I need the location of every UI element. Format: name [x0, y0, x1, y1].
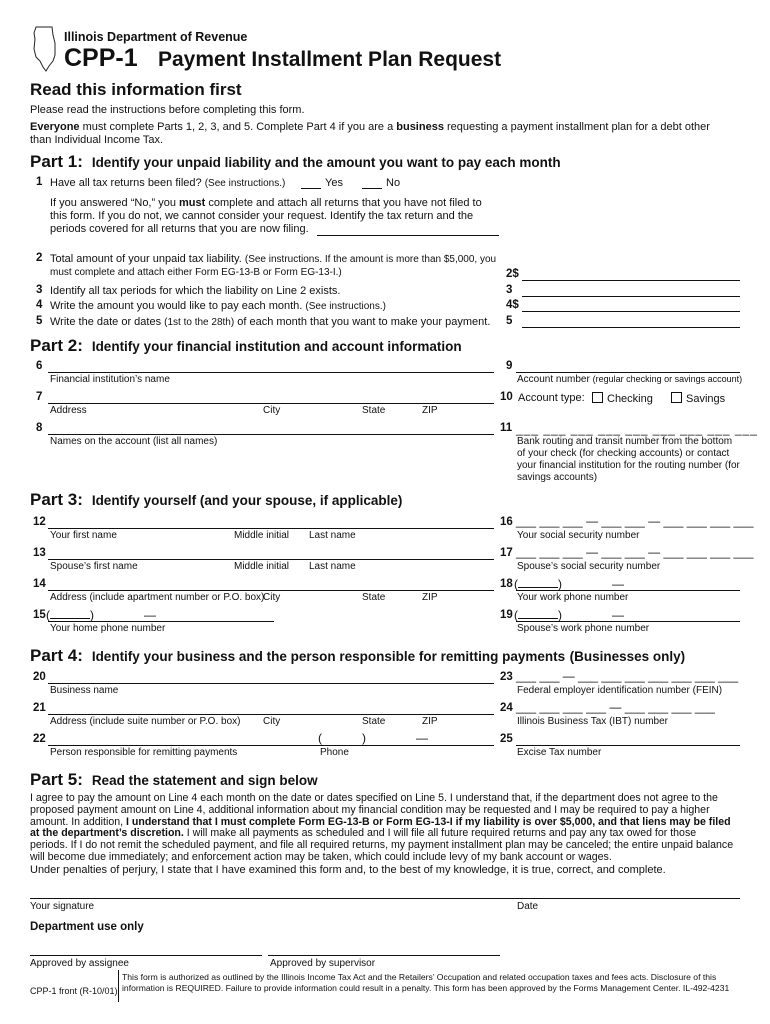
- line-2-number: 2: [36, 252, 43, 264]
- routing-label-1: Bank routing and transit number from the bottom: [517, 436, 733, 447]
- address-label: Address: [50, 405, 87, 416]
- fein-label: Federal employer identification number (FEIN): [517, 685, 723, 696]
- line-1-instruction-3: periods covered for all returns that you are now filing.: [50, 223, 309, 235]
- part5-statement: I agree to pay the amount on Line 4 each month on the date or dates specified on Line 5. I understand that, if the department does not agree to the proposed payment amount on Line 4, additional information about my financial condition may be requested and I may be required to pay a higher amount. In addition, I understand that I must complete Form EG-13-B or Form EG-13-I if my liability is over $5,000, and that liens may be filed at the department’s discretion. I will make all payments as scheduled and I will file all future required returns and pay any tax owed for those periods. If I do not remit the scheduled payment, and file all required returns, my payment installment plan may be canceled; the entire unpaid balance will become due immediately; and enforcement action may be taken, which could include levy of my bank account or wages.: [30, 792, 734, 863]
- line-20-number: 20: [33, 671, 46, 683]
- line-6-number: 6: [36, 360, 43, 372]
- returns-filing-field[interactable]: [317, 235, 499, 236]
- intro-line3: than Individual Income Tax.: [30, 134, 164, 146]
- line-2-ref: 2$: [506, 268, 519, 280]
- zip-label: ZIP: [422, 405, 438, 416]
- phone-label: Phone: [320, 747, 349, 758]
- fein-field[interactable]: ___ ___ — ___ ___ ___ ___ ___ ___ ___: [516, 669, 739, 683]
- ssn-field[interactable]: ___ ___ ___ — ___ ___ — ___ ___ ___ ___: [516, 514, 754, 528]
- perjury-statement: Under penalties of perjury, I state that I have examined this form and, to the best of my knowledge, it is true, correct, and complete.: [30, 864, 666, 876]
- no-label: No: [386, 177, 401, 189]
- routing-label-2: of your check (for checking accounts) or contact: [517, 448, 730, 459]
- assignee-label: Approved by assignee: [30, 958, 129, 969]
- line-3-number: 3: [36, 284, 43, 296]
- authorization-notice: This form is authorized as outlined by the Illinois Income Tax Act and the Retailers’ Occupation and related occupation taxes and fees acts. Disclosure of this information is REQUIRED. Failure to provide information could result in a penalty. This form has been approved by the Forms Management Center. IL-492-4231: [122, 972, 730, 993]
- first-name-label: Your first name: [50, 530, 117, 541]
- zip-label-4: ZIP: [422, 716, 438, 727]
- date-label: Date: [517, 901, 539, 912]
- city-label-4: City: [263, 716, 281, 727]
- state-label: State: [362, 405, 386, 416]
- account-names-field[interactable]: [48, 434, 494, 435]
- form-code: CPP-1: [64, 44, 138, 72]
- spouse-first-name-label: Spouse’s first name: [50, 561, 138, 572]
- institution-name-field[interactable]: [48, 372, 494, 373]
- home-phone-field[interactable]: ( ) —: [46, 608, 156, 622]
- institution-name-label: Financial institution’s name: [50, 374, 170, 385]
- line-19-number: 19: [500, 609, 513, 621]
- intro-line1: Please read the instructions before completing this form.: [30, 104, 305, 116]
- address-apt-label: Address (include apartment number or P.O. box): [50, 592, 265, 603]
- your-name-field[interactable]: [48, 528, 494, 529]
- work-phone-field[interactable]: ( ) —: [514, 577, 624, 591]
- account-names-label: Names on the account (list all names): [50, 436, 218, 447]
- spouse-middle-initial-label: Middle initial: [234, 561, 290, 572]
- line-10-number: 10: [500, 391, 513, 403]
- ibt-label: Illinois Business Tax (IBT) number: [517, 716, 668, 727]
- payment-date-field[interactable]: [522, 327, 740, 328]
- business-phone-field[interactable]: ( ) —: [318, 731, 428, 745]
- line-2-note: must complete and attach either Form EG-13-B or Form EG-13-I.): [50, 267, 342, 278]
- address-suite-label: Address (include suite number or P.O. box): [50, 716, 241, 727]
- middle-initial-label: Middle initial: [234, 530, 290, 541]
- line-22-number: 22: [33, 733, 46, 745]
- yes-blank[interactable]: [301, 188, 321, 189]
- routing-number-field[interactable]: ___ ___ ___ ___ ___ ___ ___ ___ ___: [516, 422, 758, 436]
- line-5-number: 5: [36, 315, 43, 327]
- line-23-number: 23: [500, 671, 513, 683]
- zip-label-3: ZIP: [422, 592, 438, 603]
- state-label-4: State: [362, 716, 386, 727]
- city-label-3: City: [263, 592, 281, 603]
- line-15-number: 15: [33, 609, 46, 621]
- line-3-ref: 3: [506, 284, 513, 296]
- form-title: Payment Installment Plan Request: [158, 48, 502, 71]
- assignee-field[interactable]: [30, 955, 262, 956]
- supervisor-field[interactable]: [268, 955, 500, 956]
- line-11-number: 11: [500, 422, 513, 434]
- line-9-number: 9: [506, 360, 513, 372]
- line-25-number: 25: [500, 733, 513, 745]
- excise-tax-field[interactable]: [516, 745, 740, 746]
- spouse-last-name-label: Last name: [309, 561, 356, 572]
- line-1-instruction-2: this form. If you do not, we cannot consider your request. Identify the tax return and the: [50, 210, 474, 222]
- work-phone-label: Your work phone number: [517, 592, 629, 603]
- spouse-name-field[interactable]: [48, 559, 494, 560]
- ibt-field[interactable]: ___ ___ ___ ___ — ___ ___ ___ ___: [516, 700, 715, 714]
- signature-label: Your signature: [30, 901, 95, 912]
- intro-heading: Read this information first: [30, 80, 242, 99]
- business-name-field[interactable]: [48, 683, 494, 684]
- line-5-ref: 5: [506, 315, 513, 327]
- savings-checkbox[interactable]: Savings: [671, 392, 725, 405]
- your-address-field[interactable]: [48, 590, 494, 591]
- no-blank[interactable]: [362, 188, 382, 189]
- unpaid-liability-field[interactable]: [522, 280, 740, 281]
- line-4-number: 4: [36, 299, 43, 311]
- account-number-field[interactable]: [516, 372, 740, 373]
- spouse-work-phone-field[interactable]: ( ) —: [514, 608, 624, 622]
- line-5-question: Write the date or dates (1st to the 28th) of each month that you want to make your payment.: [50, 316, 491, 328]
- ssn-label: Your social security number: [517, 530, 640, 541]
- account-type-label: Account type:: [518, 392, 585, 404]
- agency-name: Illinois Department of Revenue: [64, 30, 248, 44]
- line-14-number: 14: [33, 578, 46, 590]
- line-12-number: 12: [33, 516, 46, 528]
- line-24-number: 24: [500, 702, 513, 714]
- intro-line2: Everyone must complete Parts 1, 2, 3, and 5. Complete Part 4 if you are a business requesting a payment installment plan for a debt other: [30, 121, 710, 133]
- line-4-question: Write the amount you would like to pay each month. (See instructions.): [50, 300, 386, 312]
- line-1-instruction-1: If you answered “No,” you must complete and attach all returns that you have not filed to: [50, 197, 482, 209]
- line-21-number: 21: [33, 702, 46, 714]
- yes-label: Yes: [325, 177, 343, 189]
- part3-heading: Part 3: Identify yourself (and your spouse, if applicable): [30, 490, 403, 509]
- line-4-ref: 4$: [506, 299, 519, 311]
- checking-checkbox[interactable]: Checking: [592, 392, 653, 405]
- tax-periods-field[interactable]: [522, 296, 740, 297]
- illinois-state-icon: [32, 25, 58, 73]
- excise-label: Excise Tax number: [517, 747, 602, 758]
- home-phone-label: Your home phone number: [50, 623, 166, 634]
- line-17-number: 17: [500, 547, 513, 559]
- monthly-payment-field[interactable]: [522, 311, 740, 312]
- part4-heading: Part 4: Identify your business and the person responsible for remitting payments (Businesses only): [30, 646, 686, 665]
- responsible-person-label: Person responsible for remitting payments: [50, 747, 238, 758]
- business-address-field[interactable]: [48, 714, 494, 715]
- state-label-3: State: [362, 592, 386, 603]
- routing-label-3: your financial institution for the routing number (for: [517, 460, 740, 471]
- city-label: City: [263, 405, 281, 416]
- line-18-number: 18: [500, 578, 513, 590]
- spouse-work-phone-label: Spouse’s work phone number: [517, 623, 650, 634]
- account-number-label: Account number (regular checking or savings account): [517, 374, 743, 385]
- line-16-number: 16: [500, 516, 513, 528]
- spouse-ssn-label: Spouse’s social security number: [517, 561, 661, 572]
- line-1-number: 1: [36, 176, 43, 188]
- line-1-question: Have all tax returns been filed? (See instructions.): [50, 177, 286, 189]
- routing-label-4: savings accounts): [517, 472, 598, 483]
- institution-address-field[interactable]: [48, 403, 494, 404]
- line-7-number: 7: [36, 391, 43, 403]
- part1-heading: Part 1: Identify your unpaid liability and the amount you want to pay each month: [30, 152, 561, 171]
- part2-heading: Part 2: Identify your financial institution and account information: [30, 336, 462, 355]
- last-name-label: Last name: [309, 530, 356, 541]
- spouse-ssn-field[interactable]: ___ ___ ___ — ___ ___ — ___ ___ ___ ___: [516, 545, 754, 559]
- signature-field[interactable]: [30, 898, 740, 899]
- responsible-person-field[interactable]: [48, 745, 494, 746]
- business-name-label: Business name: [50, 685, 119, 696]
- form-revision-code: CPP-1 front (R-10/01): [30, 986, 118, 996]
- part5-heading: Part 5: Read the statement and sign below: [30, 770, 318, 789]
- supervisor-label: Approved by supervisor: [270, 958, 376, 969]
- line-8-number: 8: [36, 422, 43, 434]
- line-13-number: 13: [33, 547, 46, 559]
- department-use-heading: Department use only: [30, 921, 144, 933]
- line-2-question: Total amount of your unpaid tax liability. (See instructions. If the amount is more than $5,000, you: [50, 253, 497, 265]
- line-3-question: Identify all tax periods for which the liability on Line 2 exists.: [50, 285, 341, 297]
